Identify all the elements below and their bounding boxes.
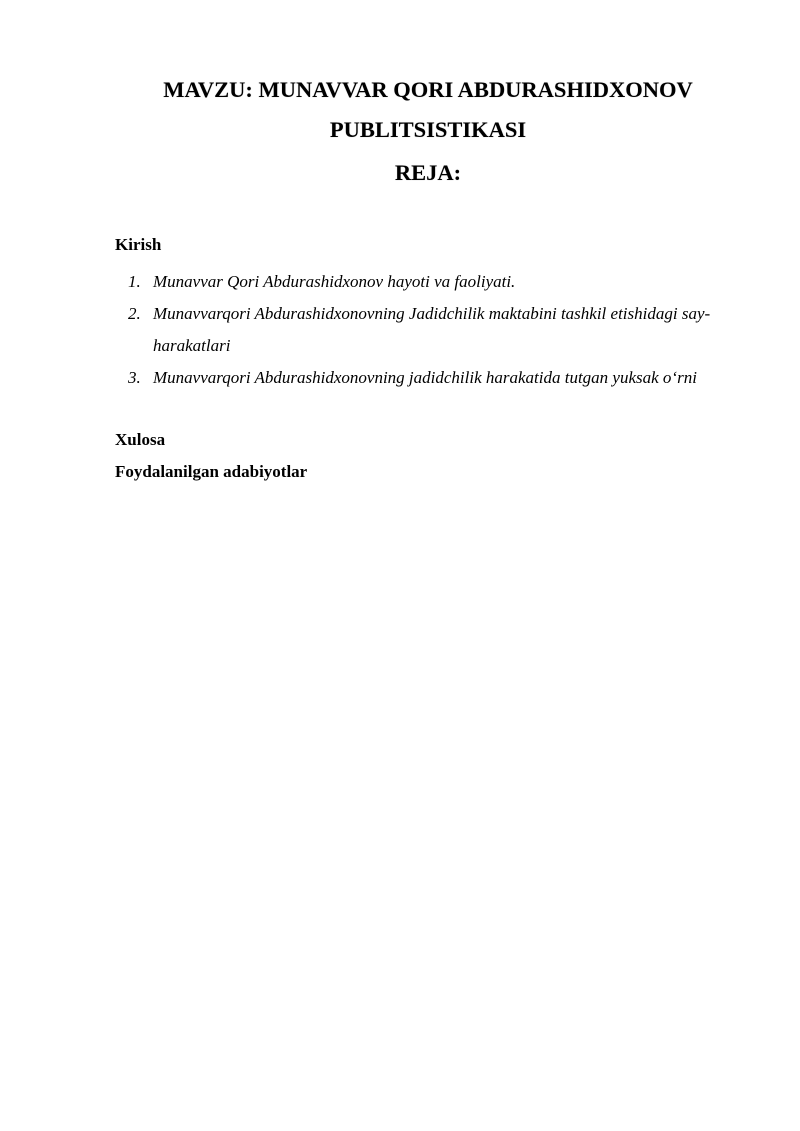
plan-item-number: 3. — [128, 368, 141, 387]
title-line-1: MAVZU: MUNAVVAR QORI ABDURASHIDXONOV — [163, 77, 693, 102]
plan-item-2 — [115, 298, 745, 362]
references-heading: Foydalanilgan adabiyotlar — [115, 462, 308, 481]
plan-item-text: Munavvarqori Abdurashidxonovning jadidchilik harakatida tutgan yuksak o‘rni — [153, 368, 697, 387]
plan-item-text: Munavvarqori Abdurashidxonovning Jadidchilik maktabini tashkil etishidagi say-harakatlari — [153, 304, 711, 355]
plan-heading: REJA: — [394, 160, 462, 185]
plan-item-1 — [115, 266, 745, 298]
title-line-2: PUBLITSISTIKASI — [329, 117, 527, 142]
plan-item-number: 1. — [128, 272, 141, 291]
plan-item-number: 2. — [128, 304, 141, 323]
plan-item-3 — [115, 362, 745, 394]
conclusion-heading: Xulosa — [115, 430, 166, 449]
plan-item-text: Munavvar Qori Abdurashidxonov hayoti va faoliyati. — [153, 272, 516, 291]
plan-list — [115, 266, 745, 394]
intro-heading: Kirish — [115, 235, 162, 254]
